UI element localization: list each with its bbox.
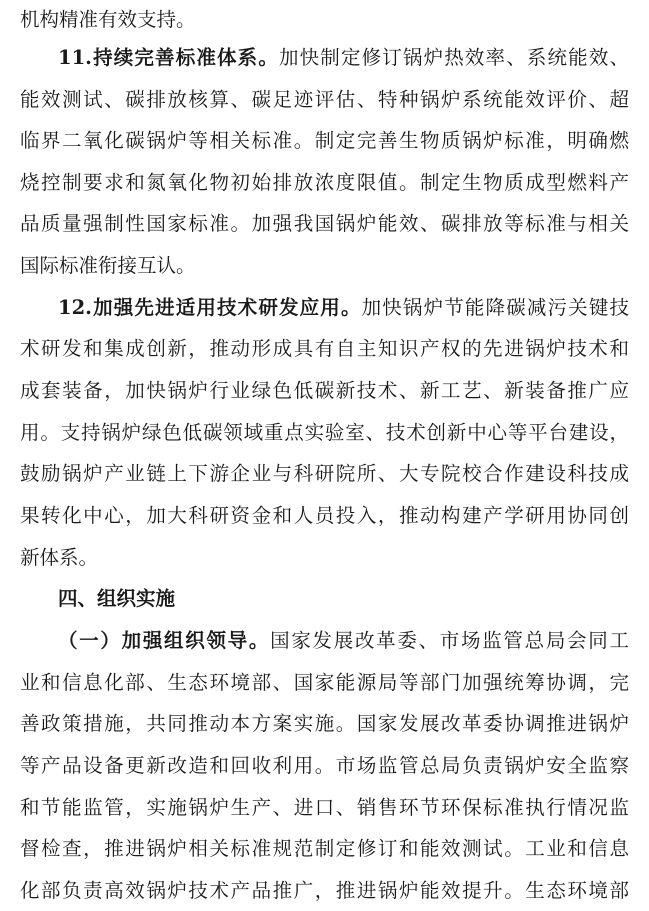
paragraph-line <box>20 663 629 703</box>
paragraph-line <box>20 371 629 411</box>
line-text: 机构精准有效支持。 <box>20 8 196 31</box>
item-11-first-line <box>58 38 629 78</box>
paragraph-line <box>20 329 629 369</box>
paragraph-line <box>20 746 629 786</box>
line-text: 烧控制要求和氮氧化物初始排放浓度限值。制定生物质成型燃料产 <box>20 170 629 194</box>
line-text: 用。支持锅炉绿色低碳领域重点实验室、技术创新中心等平台建设， <box>20 420 629 444</box>
line-text: 化部负责高效锅炉技术产品推广，推进锅炉能效提升。生态环境部 <box>20 879 629 902</box>
paragraph-line <box>20 496 629 536</box>
line-text: 果转化中心，加大科研资金和人员投入，推动构建产学研用协同创 <box>20 504 629 528</box>
paragraph-line <box>20 788 629 828</box>
paragraph-line <box>20 0 629 40</box>
line-text: 和节能监管，实施锅炉生产、进口、销售环节环保标准执行情况监 <box>20 795 629 819</box>
line-text: 鼓励锅炉产业链上下游企业与科研院所、大专院校合作建设科技成 <box>20 462 629 486</box>
line-text: 成套装备，加快锅炉行业绿色低碳新技术、新工艺、新装备推广应 <box>20 379 629 403</box>
line-text: 加快锅炉节能降碳减污关键技 <box>361 295 629 319</box>
paragraph-line <box>20 413 629 453</box>
section-heading <box>58 579 629 619</box>
line-text: 业和信息化部、生态环境部、国家能源局等部门加强统筹协调，完 <box>20 670 629 694</box>
line-text: 品质量强制性国家标准。加强我国锅炉能效、碳排放等标准与相关 <box>20 212 629 236</box>
sub-1-first-line <box>58 621 629 661</box>
line-text: 新体系。 <box>20 545 99 569</box>
line-text: 临界二氧化碳锅炉等相关标准。制定完善生物质锅炉标准，明确燃 <box>20 129 629 153</box>
paragraph-line <box>20 163 629 203</box>
paragraph-line <box>20 246 629 286</box>
paragraph-line <box>20 204 629 244</box>
line-text: 国际标准衔接互认。 <box>20 254 196 278</box>
line-text: 督检查，推进锅炉相关标准规范制定修订和能效测试。工业和信息 <box>20 837 629 861</box>
line-text: 能效测试、碳排放核算、碳足迹评估、特种锅炉系统能效评价、超 <box>20 87 629 111</box>
item-12-title: 12.加强先进适用技术研发应用。 <box>58 295 362 319</box>
line-text: 国家发展改革委、市场监管总局会同工 <box>270 629 629 653</box>
paragraph-line <box>20 80 629 120</box>
section-4-title: 四、组织实施 <box>58 587 176 611</box>
line-text: 善政策措施，共同推动本方案实施。国家发展改革委协调推进锅炉 <box>20 712 629 736</box>
paragraph-line <box>20 454 629 494</box>
line-text: 加快制定修订锅炉热效率、系统能效、 <box>278 45 629 69</box>
paragraph-line <box>20 871 629 911</box>
paragraph-line <box>20 704 629 744</box>
line-text: 术研发和集成创新，推动形成具有自主知识产权的先进锅炉技术和 <box>20 337 629 361</box>
sub-1-title: （一）加强组织领导。 <box>58 629 271 653</box>
paragraph-line <box>20 121 629 161</box>
paragraph-line <box>20 829 629 869</box>
item-11-title: 11.持续完善标准体系。 <box>58 45 279 69</box>
paragraph-line <box>20 538 629 578</box>
line-text: 等产品设备更新改造和回收利用。市场监管总局负责锅炉安全监察 <box>20 754 629 778</box>
item-12-first-line <box>58 288 629 328</box>
